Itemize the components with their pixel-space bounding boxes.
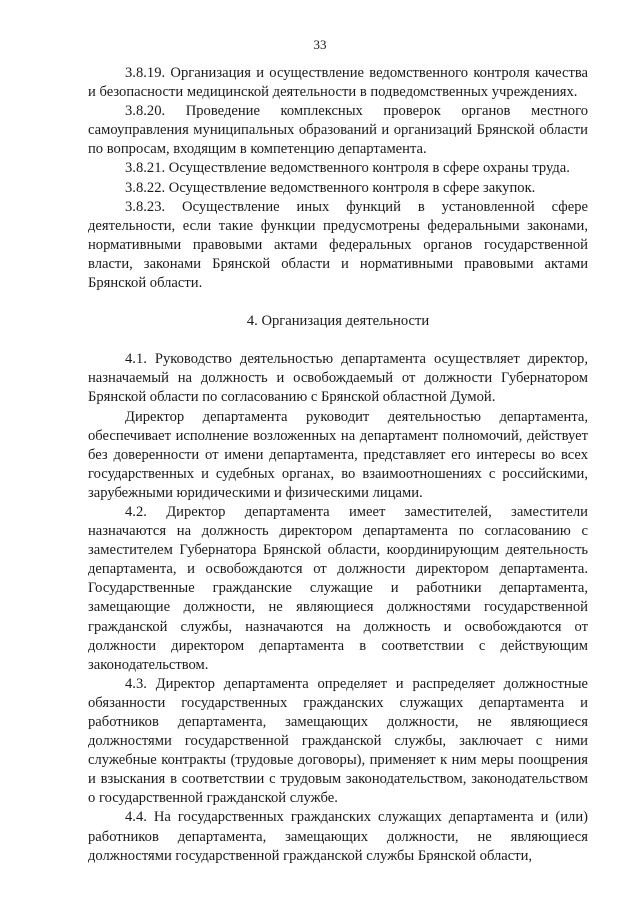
clause-4-4: 4.4. На государственных гражданских служащих департамента и (или) работников департамента, замещающих должности, не являющиеся должностями государственной гражданской службы Брянской области,	[88, 809, 588, 864]
section-heading: 4. Организация деятельности	[246, 313, 430, 330]
clause-3-8-19: 3.8.19. Организация и осуществление ведомственного контроля качества и безопасности медицинской деятельности в подведомственных учреждениях.	[88, 65, 588, 101]
clause-3-8-23: 3.8.23. Осуществление иных функций в установленной сфере деятельности, если такие функции предусмотрены федеральными законами, нормативными правовыми актами федеральных органов государственной власти, законами Брянской области и нормативными правовыми актами Брянской области.	[88, 198, 588, 292]
document-body	[88, 64, 588, 866]
clause-4-1-director: Директор департамента руководит деятельностью департамента, обеспечивает исполнение возложенных на департамент полномочий, действует без доверенности от имени департамента, представляет его интересы во всех государственных и судебных органах, во взаимоотношениях с российскими, зарубежными юридическими и физическими лицами.	[88, 408, 588, 501]
clause-3-8-22: 3.8.22. Осуществление ведомственного контроля в сфере закупок.	[125, 179, 536, 196]
page-number: 33	[313, 37, 327, 52]
clause-4-3: 4.3. Директор департамента определяет и распределяет должностные обязанности государственных гражданских служащих департамента и работников департамента, замещающих должности, не являющиеся должностями государственной гражданской службы, заключает с ними служебные контракты (трудовые договоры), применяет к ним меры поощрения и взыскания в соответствии с трудовым законодательством, законодательством о государственной гражданской службе.	[88, 675, 588, 807]
clause-4-1: 4.1. Руководство деятельностью департамента осуществляет директор, назначаемый на должность и освобождаемый от должности Губернатором Брянской области по согласованию с Брянской областной Думой.	[88, 351, 588, 406]
clause-3-8-21: 3.8.21. Осуществление ведомственного контроля в сфере охраны труда.	[125, 160, 570, 177]
clause-3-8-20: 3.8.20. Проведение комплексных проверок органов местного самоуправления муниципальных образований и организаций Брянской области по вопросам, входящим в компетенцию департамента.	[88, 103, 588, 158]
clause-4-2: 4.2. Директор департамента имеет заместителей, заместители назначаются на должность директором департамента по согласованию с заместителем Губернатора Брянской области, координирующим деятельность департамента, и освобождаются от должности директором департамента. Государственные гражданские служащие и работники департамента, замещающие должности, не являющиеся должностями государственной гражданской службы, назначаются на должность и освобождаются от должности директором департамента в соответствии с действующим законодательством.	[88, 503, 588, 673]
